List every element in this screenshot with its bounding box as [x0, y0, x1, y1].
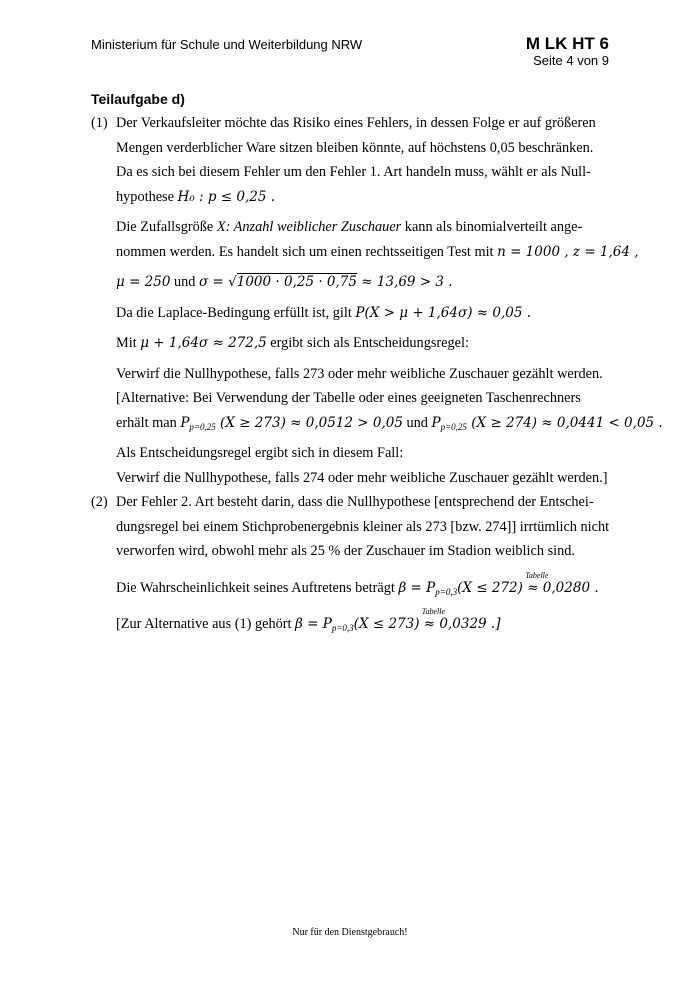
part-1-line-11: [Alternative: Bei Verwendung der Tabelle oder eines geeigneten Taschenrechners — [116, 390, 581, 406]
exam-code: M LK HT 6 — [525, 34, 609, 53]
part-1-line-8: Da die Laplace-Bedingung erfüllt ist, gilt P(X > μ + 1,64σ) ≈ 0,05 . — [116, 304, 532, 321]
part-1-line-13: Als Entscheidungsregel ergibt sich in diesem Fall: — [116, 445, 404, 461]
page-number: Seite 4 von 9 — [533, 53, 609, 68]
part-1-line-7: μ = 250 und σ = √1000 · 0,25 · 0,75 ≈ 13,69 > 3 . — [116, 274, 453, 290]
part-1-number: (1) — [91, 115, 108, 131]
part-1-line-6: nommen werden. Es handelt sich um einen rechtsseitigen Test mit n = 1000 , z = 1,64 , — [116, 243, 639, 260]
part-1 — [91, 111, 663, 490]
sqrt-radicand: 1000 · 0,25 · 0,75 — [236, 274, 357, 290]
part-1-line-1: Der Verkaufsleiter möchte das Risiko eines Fehlers, in dessen Folge er auf größeren — [116, 115, 596, 131]
part-1-line-4: hypothese H₀ : p ≤ 0,25 . — [116, 188, 276, 205]
footer-note: Nur für den Dienstgebrauch! — [292, 927, 408, 938]
solution-content — [91, 111, 663, 637]
part-2 — [91, 490, 611, 637]
part-2-line-3: verworfen wird, obwohl mehr als 25 % der Zuschauer im Stadion weiblich sind. — [116, 543, 575, 559]
part-1-line-2: Mengen verderblicher Ware sitzen bleiben könnte, auf höchstens 0,05 beschränken. — [116, 139, 594, 156]
header-ministry: Ministerium für Schule und Weiterbildung NRW — [91, 37, 363, 52]
part-2-line-5: [Zur Alternative aus (1) gehört $\beta = P_{p=0,3}(X \le 273)$ Tabelle ≈ 0,0329 .] — [116, 612, 611, 637]
tabelle-label: Tabelle — [421, 607, 446, 616]
null-hypothesis: H₀ : p ≤ 0,25 . — [177, 188, 276, 205]
tabelle-label: Tabelle — [525, 570, 549, 580]
random-variable: X: Anzahl weiblicher Zuschauer — [216, 219, 402, 235]
part-1-line-12: erhält man $P_{p=0,25}$ (X ≥ 273) ≈ 0,0512 > 0,05 und $P_{p=0,25}$ (X ≥ 274) ≈ 0,0441 < 0,05 . — [116, 414, 663, 432]
part-2-line-2: dungsregel bei einem Stichprobenergebnis kleiner als 273 [bzw. 274]] irrtümlich nicht — [116, 518, 610, 535]
part-1-line-3: Da es sich bei diesem Fehler um den Fehler 1. Art handeln muss, wählt er als Null- — [116, 164, 591, 180]
part-2-line-1: Der Fehler 2. Art besteht darin, dass die Nullhypothese [entsprechend der Entschei- — [116, 494, 594, 510]
part-2-line-4: Die Wahrscheinlichkeit seines Auftretens beträgt $\beta = P_{p=0,3}(X \le 272)$ Tabelle ≈ 0,0280 . — [116, 576, 611, 601]
part-2-number: (2) — [91, 494, 108, 510]
part-1-line-14: Verwirf die Nullhypothese, falls 274 oder mehr weibliche Zuschauer gezählt werden.] — [116, 469, 608, 486]
part-1-line-10: Verwirf die Nullhypothese, falls 273 oder mehr weibliche Zuschauer gezählt werden. — [116, 365, 603, 382]
part-1-line-5: Die Zufallsgröße X: Anzahl weiblicher Zuschauer kann als binomialverteilt ange- — [116, 219, 583, 235]
part-1-line-9: Mit μ + 1,64σ ≈ 272,5 ergibt sich als Entscheidungsregel: — [116, 335, 469, 351]
subtask-title: Teilaufgabe d) — [91, 91, 185, 107]
